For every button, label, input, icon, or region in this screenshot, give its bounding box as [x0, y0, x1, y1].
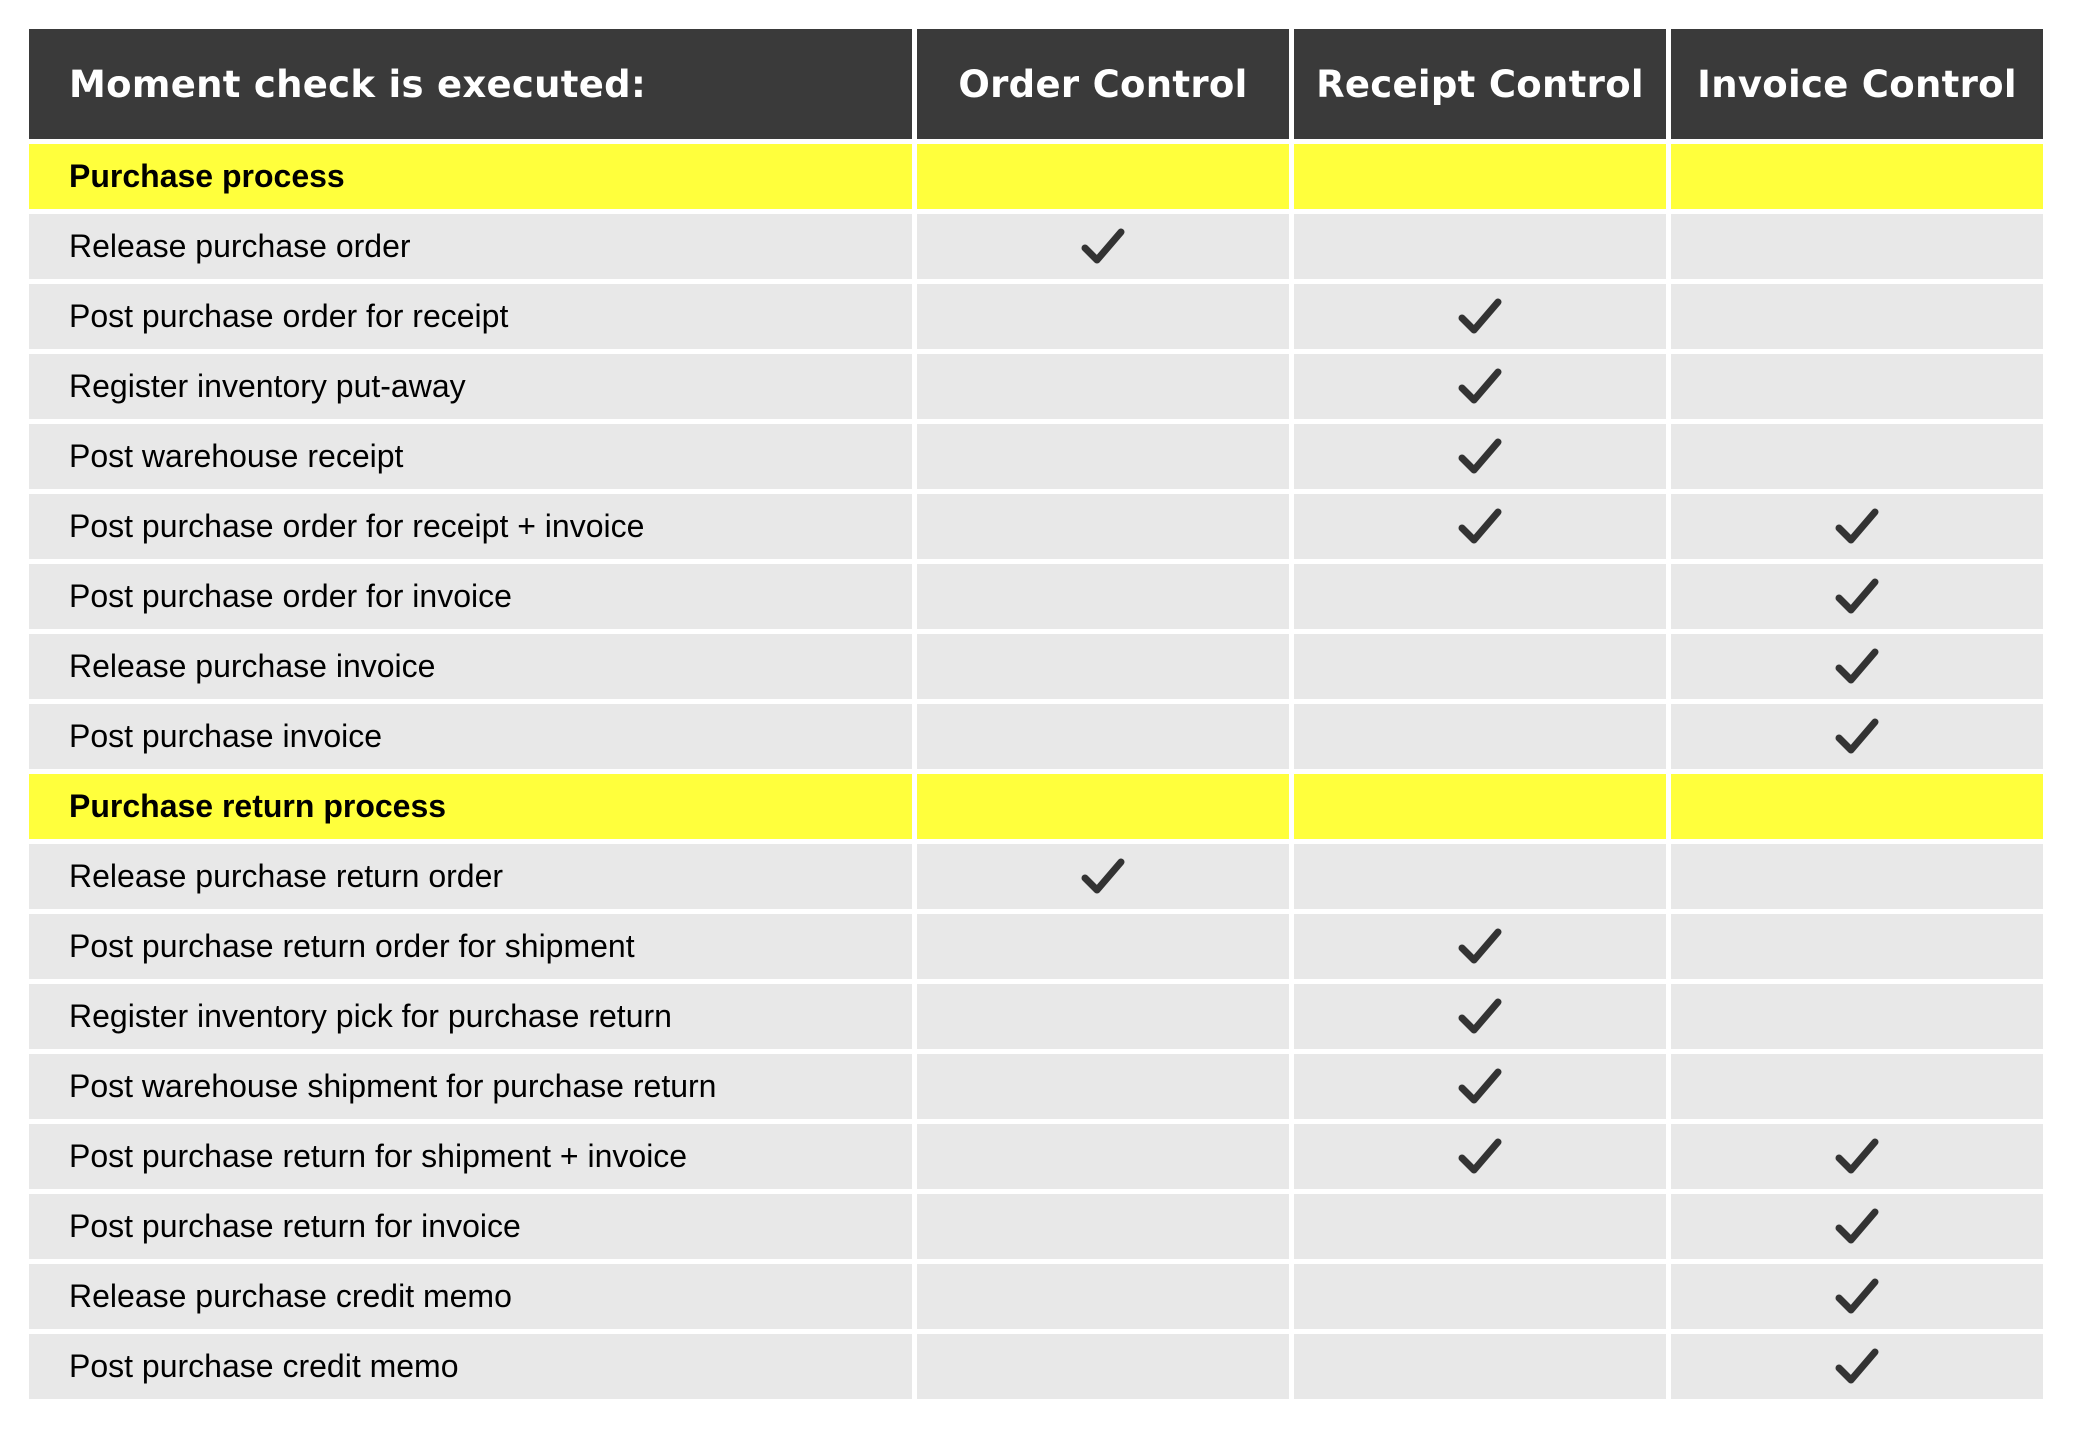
receipt-control-cell: [1294, 1334, 1666, 1399]
header-receipt-control: Receipt Control: [1294, 29, 1666, 139]
section-filler-cell: [1671, 144, 2043, 209]
invoice-control-cell: [1671, 914, 2043, 979]
receipt-control-cell: [1294, 1054, 1666, 1119]
action-label: Post purchase order for receipt: [29, 284, 912, 349]
section-title: Purchase return process: [29, 774, 912, 839]
receipt-control-cell: [1294, 634, 1666, 699]
order-control-cell: [917, 354, 1289, 419]
action-label: Release purchase credit memo: [29, 1264, 912, 1329]
action-label: Post warehouse shipment for purchase return: [29, 1054, 912, 1119]
table-row: [29, 1194, 2043, 1259]
table-row: [29, 1124, 2043, 1189]
action-label: Post purchase order for invoice: [29, 564, 912, 629]
table-row: [29, 564, 2043, 629]
table-row: [29, 1334, 2043, 1399]
receipt-control-cell: [1294, 564, 1666, 629]
invoice-control-cell: [1671, 214, 2043, 279]
receipt-control-cell: [1294, 494, 1666, 559]
invoice-control-cell: [1671, 284, 2043, 349]
checkmark-icon: [1458, 1137, 1502, 1177]
receipt-control-cell: [1294, 704, 1666, 769]
order-control-cell: [917, 564, 1289, 629]
receipt-control-cell: [1294, 984, 1666, 1049]
table-row: [29, 214, 2043, 279]
order-control-cell: [917, 634, 1289, 699]
section-header-row: [29, 774, 2043, 839]
order-control-cell: [917, 284, 1289, 349]
action-label: Post purchase return order for shipment: [29, 914, 912, 979]
invoice-control-cell: [1671, 564, 2043, 629]
action-label: Release purchase invoice: [29, 634, 912, 699]
receipt-control-cell: [1294, 1264, 1666, 1329]
checkmark-icon: [1458, 297, 1502, 337]
checkmark-icon: [1835, 1277, 1879, 1317]
receipt-control-cell: [1294, 424, 1666, 489]
order-control-cell: [917, 1054, 1289, 1119]
action-label: Release purchase return order: [29, 844, 912, 909]
action-label: Post purchase return for invoice: [29, 1194, 912, 1259]
checkmark-icon: [1835, 1137, 1879, 1177]
invoice-control-cell: [1671, 1194, 2043, 1259]
header-row: [29, 29, 2043, 139]
order-control-cell: [917, 1194, 1289, 1259]
order-control-cell: [917, 1124, 1289, 1189]
action-label: Release purchase order: [29, 214, 912, 279]
checkmark-icon: [1458, 367, 1502, 407]
invoice-control-cell: [1671, 1054, 2043, 1119]
checkmark-icon: [1835, 577, 1879, 617]
action-label: Post warehouse receipt: [29, 424, 912, 489]
receipt-control-cell: [1294, 914, 1666, 979]
receipt-control-cell: [1294, 1194, 1666, 1259]
table-row: [29, 1264, 2043, 1329]
checkmark-icon: [1458, 1067, 1502, 1107]
order-control-cell: [917, 704, 1289, 769]
control-matrix-table: [24, 24, 2048, 1404]
invoice-control-cell: [1671, 1264, 2043, 1329]
table-row: [29, 494, 2043, 559]
section-filler-cell: [1294, 774, 1666, 839]
table-row: [29, 914, 2043, 979]
checkmark-icon: [1458, 437, 1502, 477]
action-label: Post purchase credit memo: [29, 1334, 912, 1399]
invoice-control-cell: [1671, 1124, 2043, 1189]
order-control-cell: [917, 984, 1289, 1049]
order-control-cell: [917, 214, 1289, 279]
checkmark-icon: [1835, 1207, 1879, 1247]
invoice-control-cell: [1671, 634, 2043, 699]
order-control-cell: [917, 914, 1289, 979]
order-control-cell: [917, 844, 1289, 909]
invoice-control-cell: [1671, 704, 2043, 769]
action-label: Post purchase return for shipment + invoice: [29, 1124, 912, 1189]
header-order-control: Order Control: [917, 29, 1289, 139]
section-title: Purchase process: [29, 144, 912, 209]
section-filler-cell: [917, 144, 1289, 209]
order-control-cell: [917, 1264, 1289, 1329]
receipt-control-cell: [1294, 844, 1666, 909]
table-row: [29, 634, 2043, 699]
section-filler-cell: [1294, 144, 1666, 209]
checkmark-icon: [1835, 647, 1879, 687]
checkmark-icon: [1081, 227, 1125, 267]
table-row: [29, 284, 2043, 349]
checkmark-icon: [1081, 857, 1125, 897]
checkmark-icon: [1835, 717, 1879, 757]
header-invoice-control: Invoice Control: [1671, 29, 2043, 139]
checkmark-icon: [1458, 997, 1502, 1037]
checkmark-icon: [1835, 507, 1879, 547]
section-header-row: [29, 144, 2043, 209]
header-moment-label: Moment check is executed:: [29, 29, 912, 139]
section-filler-cell: [1671, 774, 2043, 839]
receipt-control-cell: [1294, 214, 1666, 279]
table-row: [29, 984, 2043, 1049]
checkmark-icon: [1458, 507, 1502, 547]
invoice-control-cell: [1671, 354, 2043, 419]
section-filler-cell: [917, 774, 1289, 839]
order-control-cell: [917, 494, 1289, 559]
action-label: Register inventory pick for purchase return: [29, 984, 912, 1049]
checkmark-icon: [1835, 1347, 1879, 1387]
action-label: Post purchase invoice: [29, 704, 912, 769]
order-control-cell: [917, 424, 1289, 489]
checkmark-icon: [1458, 927, 1502, 967]
table-row: [29, 424, 2043, 489]
action-label: Register inventory put-away: [29, 354, 912, 419]
table-row: [29, 844, 2043, 909]
table-row: [29, 354, 2043, 419]
order-control-cell: [917, 1334, 1289, 1399]
action-label: Post purchase order for receipt + invoice: [29, 494, 912, 559]
table-row: [29, 1054, 2043, 1119]
invoice-control-cell: [1671, 984, 2043, 1049]
receipt-control-cell: [1294, 354, 1666, 419]
invoice-control-cell: [1671, 1334, 2043, 1399]
receipt-control-cell: [1294, 284, 1666, 349]
table-body: [29, 144, 2043, 1399]
invoice-control-cell: [1671, 844, 2043, 909]
table-row: [29, 704, 2043, 769]
invoice-control-cell: [1671, 494, 2043, 559]
invoice-control-cell: [1671, 424, 2043, 489]
receipt-control-cell: [1294, 1124, 1666, 1189]
